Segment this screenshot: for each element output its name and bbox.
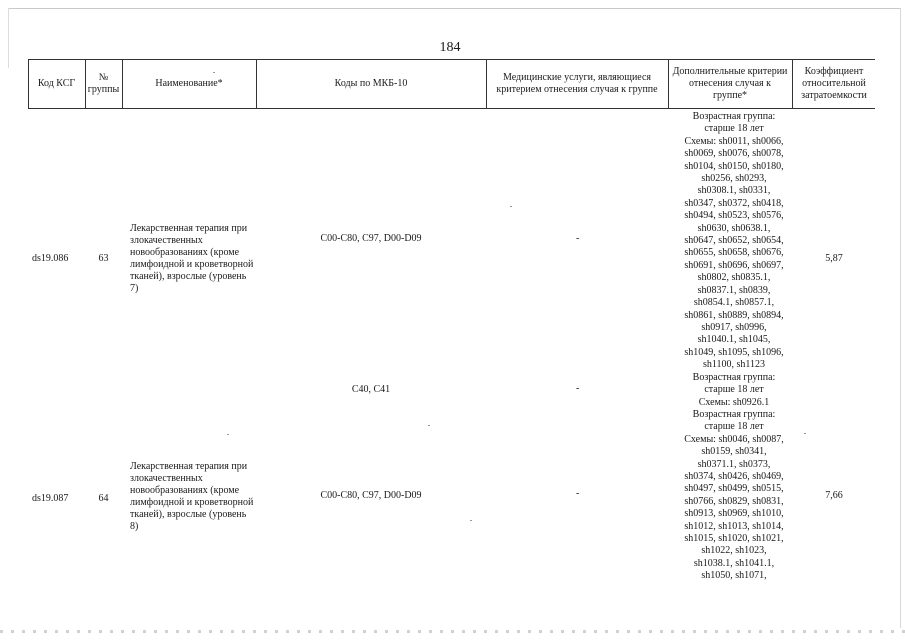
- scan-edge-top: [8, 8, 901, 9]
- row-coef: 5,87: [825, 253, 843, 264]
- row-group-no: 64: [98, 493, 109, 504]
- row-services: -: [576, 488, 580, 499]
- row-name: Лекарственная терапия при злокачественных новообразованиях (кроме лимфоидной и кроветворной тканей), взрослые (уровень 7): [130, 223, 254, 294]
- row-icd-codes: C00-C80, C97, D00-D09: [320, 490, 422, 501]
- header-bottom-border: [28, 108, 875, 109]
- scan-speck: [428, 425, 430, 426]
- header-icd-codes: Коды по МКБ-10: [334, 78, 408, 89]
- row-name: Лекарственная терапия при злокачественных новообразованиях (кроме лимфоидной и кроветворной тканей), взрослые (уровень 8): [130, 461, 254, 532]
- scan-speck: [213, 72, 215, 73]
- scan-speck: [470, 520, 472, 521]
- header-coef: Коэффициент относительной затратоемкости: [801, 66, 867, 101]
- col-divider: [486, 59, 487, 108]
- row-criteria: Возрастная группа: старше 18 лет Схемы: sh0011, sh0066, sh0069, sh0076, sh0078, sh0104, sh0150, sh0180, sh0256, sh0293, sh0308.1, sh0331, sh0347, sh0372, sh0418, sh0494, sh0523, sh0576, sh0630, sh0638.1, sh0647, sh0652, sh0654, sh0655, sh0658, sh0676, sh0691, sh0696, sh0697, sh0802, sh0835.1, sh0837.1, sh0839, sh0854.1, sh0857.1, sh0861, sh0889, sh0894, sh0917, sh0996, sh1040.1, sh1045, sh1049, sh1095, sh1096, sh1100, sh1123: [684, 111, 784, 371]
- row-coef: 7,66: [825, 490, 843, 501]
- row-icd-codes-sub: C40, C41: [351, 384, 391, 395]
- row-services: -: [576, 233, 580, 244]
- header-services: Медицинские услуги, являющиеся критерием отнесения случая к группе: [496, 72, 658, 95]
- scan-speck: [510, 206, 512, 207]
- col-divider: [792, 59, 793, 108]
- row-code: ds19.086: [32, 253, 69, 264]
- header-criteria: Дополнительные критерии отнесения случая к группе*: [672, 66, 788, 101]
- col-divider: [668, 59, 669, 108]
- row-criteria-sub: Возрастная группа: старше 18 лет Схемы: sh0926.1: [692, 372, 776, 408]
- row-services-sub: -: [576, 383, 580, 394]
- header-code: Код КСГ: [37, 78, 76, 89]
- scan-speck: [804, 433, 806, 434]
- scan-speck: [227, 434, 229, 435]
- row-criteria: Возрастная группа: старше 18 лет Схемы: sh0046, sh0087, sh0159, sh0341, sh0371.1, sh0373, sh0374, sh0426, sh0469, sh0497, sh0499, sh0515, sh0766, sh0829, sh0831, sh0913, sh0969, sh1010, sh1012, sh1013, sh1014, sh1015, sh1020, sh1021, sh1022, sh1023, sh1038.1, sh1041.1, sh1050, sh1071,: [684, 409, 784, 582]
- scan-edge-left: [8, 8, 9, 68]
- header-group-no: № группы: [87, 72, 120, 95]
- row-group-no: 63: [98, 253, 109, 264]
- header-name: Наименование*: [155, 78, 223, 89]
- page-number: 184: [439, 40, 461, 55]
- row-icd-codes: C00-C80, C97, D00-D09: [320, 233, 422, 244]
- scan-edge-bottom: [0, 630, 905, 633]
- scan-edge-right: [900, 8, 901, 628]
- row-code: ds19.087: [32, 493, 69, 504]
